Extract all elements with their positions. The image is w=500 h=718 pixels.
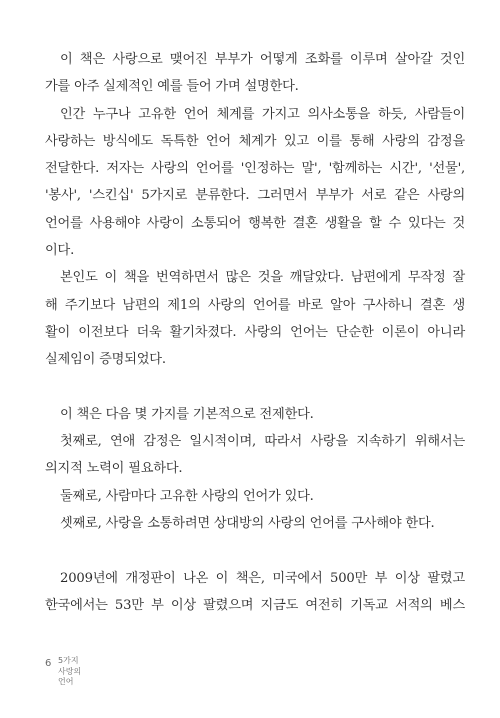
text-line: 언어를 사용해야 사랑이 소통되어 행복한 결혼 생활을 할 수 있다는 것 [45, 215, 465, 231]
book-title-line: 언어 [58, 677, 74, 686]
text-line: 첫째로, 연애 감정은 일시적이며, 따라서 사랑을 지속하기 위해서는 [60, 434, 465, 450]
text-line: 본인도 이 책을 번역하면서 많은 것을 깨달았다. 남편에게 무작정 잘 [60, 270, 465, 286]
paragraph-2 [45, 101, 465, 265]
paragraph-5 [45, 428, 465, 483]
page-number: 6 [45, 658, 52, 669]
text-line: '봉사', '스킨십' 5가지로 분류한다. 그러면서 부부가 서로 같은 사랑의 [45, 188, 465, 204]
paragraph-1 [45, 46, 465, 101]
text-line: 2009년에 개정판이 나온 이 책은, 미국에서 500만 부 이상 팔렸고 [60, 570, 465, 586]
book-title-line: 5가지 [58, 656, 79, 665]
paragraph-gap [45, 374, 465, 401]
text-line: 실제임이 증명되었다. [45, 352, 166, 368]
text-line: 전달한다. 저자는 사랑의 언어를 '인정하는 말', '함께하는 시간', '선물', [45, 161, 465, 177]
text-line: 이다. [45, 243, 75, 259]
page-body [45, 46, 465, 619]
book-title-line: 사랑의 [58, 666, 82, 676]
text-line: 둘째로, 사람마다 고유한 사랑의 언어가 있다. [60, 488, 314, 504]
text-line: 셋째로, 사랑을 소통하려면 상대방의 사랑의 언어를 구사해야 한다. [60, 516, 435, 532]
text-line: 가를 아주 실제적인 예를 들어 가며 설명한다. [45, 79, 299, 95]
paragraph-3 [45, 264, 465, 373]
paragraph-4 [45, 401, 465, 428]
text-line: 활이 이전보다 더욱 활기차졌다. 사랑의 언어는 단순한 이론이 아니라 [45, 324, 465, 340]
text-line: 한국에서는 53만 부 이상 팔렸으며 지금도 여전히 기독교 서적의 베스 [45, 597, 465, 613]
text-line: 사랑하는 방식에도 독특한 언어 체계가 있고 이를 통해 사랑의 감정을 [45, 133, 465, 149]
text-line: 이 책은 사랑으로 맺어진 부부가 어떻게 조화를 이루며 살아갈 것인 [60, 52, 465, 67]
paragraph-gap [45, 537, 465, 564]
paragraph-7 [45, 510, 465, 537]
text-line: 이 책은 다음 몇 가지를 기본적으로 전제한다. [60, 406, 314, 422]
text-line: 인간 누구나 고유한 언어 체계를 가지고 의사소통을 하듯, 사람들이 [60, 106, 465, 122]
paragraph-8 [45, 565, 465, 620]
text-line: 의지적 노력이 필요하다. [45, 461, 183, 477]
text-line: 해 주기보다 남편의 제1의 사랑의 언어를 바로 알아 구사하니 결혼 생 [45, 297, 465, 313]
paragraph-6 [45, 483, 465, 510]
running-book-title [58, 656, 118, 688]
